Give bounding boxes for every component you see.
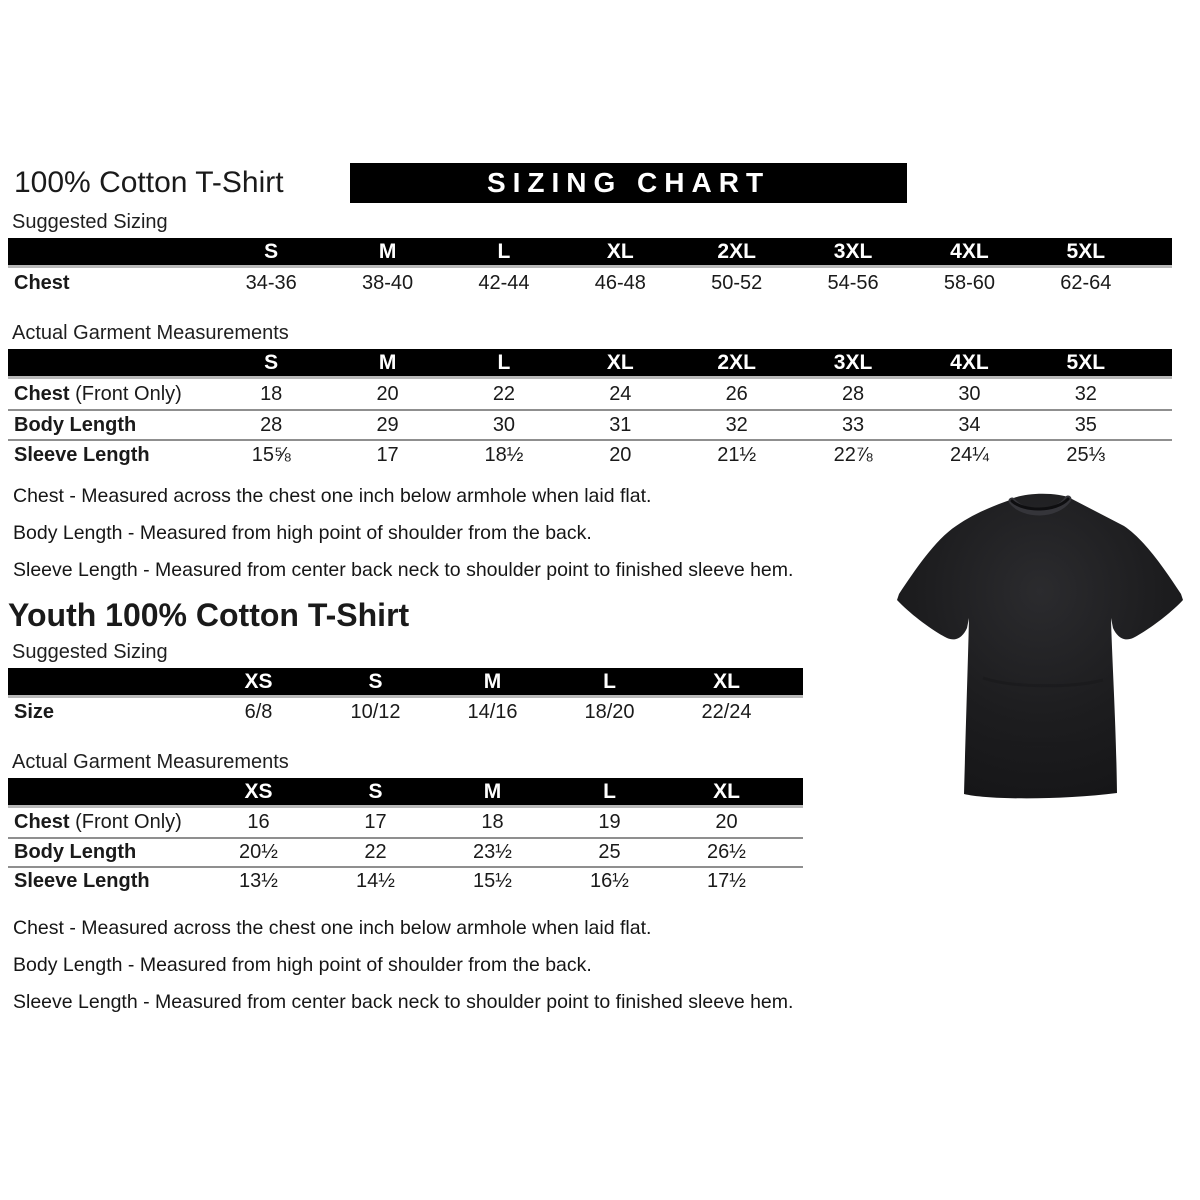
measurement-cell: 32 [725, 413, 748, 436]
adult-suggested-sizing-label: Suggested Sizing [12, 211, 168, 233]
measurement-cell: 13½ [239, 870, 278, 892]
table-row-chest [8, 379, 1172, 409]
table-row-size [8, 698, 803, 727]
row-label [8, 444, 213, 467]
size-column-header: L [603, 779, 616, 803]
size-column-header: 2XL [717, 239, 756, 263]
size-column-header: S [264, 239, 279, 263]
size-column-header: 3XL [833, 350, 873, 374]
measurement-cell: 15½ [473, 870, 512, 892]
size-column-header: XS [244, 779, 273, 803]
tshirt-photo [893, 488, 1187, 804]
size-column-header: XL [713, 669, 740, 693]
measurement-cell: 62-64 [1060, 271, 1112, 294]
size-column-header: L [603, 669, 616, 693]
adult-actual-measurements-label: Actual Garment Measurements [12, 322, 289, 344]
size-column-header: XL [606, 350, 634, 374]
youth-measurement-notes [13, 917, 1192, 1014]
note-text: Chest - Measured across the chest one inch below armhole when laid flat. [13, 917, 652, 939]
youth-actual-header-row [8, 778, 803, 808]
size-column-header: 2XL [717, 350, 756, 374]
adult-actual-header-row [8, 349, 1172, 379]
measurement-cell: 22 [364, 841, 387, 863]
table-row-body-length [8, 409, 1172, 439]
sizing-chart-banner: SIZING CHART [350, 163, 907, 203]
youth-suggested-header-row [8, 668, 803, 698]
youth-suggested-sizing-label: Suggested Sizing [12, 641, 168, 663]
measurement-cell: 17 [376, 443, 399, 466]
measurement-cell: 54-56 [827, 271, 879, 294]
measurement-cell: 18/20 [584, 701, 635, 723]
measurement-cell: 24 [609, 382, 632, 405]
measurement-cell: 32 [1074, 382, 1097, 405]
measurement-cell: 15⅝ [251, 443, 291, 466]
measurement-cell: 34 [958, 413, 981, 436]
measurement-cell: 31 [609, 413, 632, 436]
size-column-header: XS [244, 669, 273, 693]
adult-actual-measurements-table [8, 349, 1172, 469]
measurement-cell: 46-48 [594, 271, 646, 294]
measurement-cell: 14½ [356, 870, 395, 892]
measurement-cell: 17 [364, 811, 387, 833]
row-label-text: Sleeve Length [14, 870, 150, 892]
row-label-text: Chest [14, 382, 70, 405]
table-row-chest [8, 808, 803, 837]
row-label [8, 272, 213, 295]
size-column-header: XL [606, 239, 634, 263]
measurement-cell: 22/24 [701, 701, 752, 723]
size-column-header: M [378, 239, 397, 263]
measurement-cell: 20 [609, 443, 632, 466]
measurement-cell: 26½ [707, 841, 746, 863]
row-label-suffix: (Front Only) [69, 811, 182, 833]
row-label-suffix: (Front Only) [69, 382, 182, 405]
measurement-cell: 33 [841, 413, 865, 436]
row-label-text: Body Length [14, 841, 137, 863]
table-row-sleeve-length [8, 439, 1172, 469]
measurement-cell: 28 [841, 382, 865, 405]
note-text: Sleeve Length - Measured from center back neck to shoulder point to finished sleeve hem. [13, 991, 794, 1013]
size-column-header: 4XL [950, 239, 989, 263]
measurement-cell: 23½ [473, 841, 512, 863]
measurement-cell: 34-36 [245, 271, 297, 294]
row-label-text: Size [14, 701, 55, 723]
header-row [8, 162, 1192, 204]
size-column-header: L [497, 239, 511, 263]
table-row-chest [8, 268, 1172, 298]
measurement-cell: 28 [260, 413, 283, 436]
size-column-header: M [378, 350, 397, 374]
measurement-cell: 20 [376, 382, 399, 405]
adult-suggested-header-row [8, 238, 1172, 268]
measurement-cell: 30 [492, 413, 516, 436]
row-label-text: Body Length [14, 413, 137, 436]
adult-suggested-sizing-table [8, 238, 1172, 298]
row-label-text: Chest [14, 811, 70, 833]
row-label [8, 414, 213, 437]
measurement-cell: 20 [715, 811, 738, 833]
measurement-cell: 26 [725, 382, 748, 405]
size-column-header: S [264, 350, 279, 374]
measurement-cell: 16 [247, 811, 270, 833]
size-column-header: 3XL [833, 239, 873, 263]
size-column-header: M [483, 669, 502, 693]
size-column-header: L [497, 350, 511, 374]
row-label [8, 383, 213, 406]
tshirt-illustration [893, 488, 1187, 804]
measurement-cell: 16½ [590, 870, 629, 892]
youth-actual-measurements-table [8, 778, 803, 895]
youth-suggested-sizing-table [8, 668, 803, 727]
note-text: Sleeve Length - Measured from center back neck to shoulder point to finished sleeve hem. [13, 559, 794, 581]
measurement-cell: 18 [260, 382, 283, 405]
measurement-cell: 38-40 [361, 271, 414, 294]
measurement-cell: 18½ [484, 443, 524, 466]
measurement-cell: 25⅓ [1066, 443, 1106, 466]
youth-actual-measurements-label: Actual Garment Measurements [12, 751, 289, 773]
measurement-cell: 10/12 [350, 701, 401, 723]
size-column-header: S [368, 669, 383, 693]
size-column-header: XL [713, 779, 740, 803]
measurement-cell: 30 [958, 382, 981, 405]
measurement-cell: 24¼ [949, 443, 989, 466]
note-text: Chest - Measured across the chest one inch below armhole when laid flat. [13, 485, 652, 507]
measurement-cell: 21½ [717, 443, 757, 466]
measurement-cell: 58-60 [943, 271, 996, 294]
measurement-cell: 42-44 [478, 271, 530, 294]
row-label [8, 811, 200, 834]
measurement-cell: 22 [492, 382, 516, 405]
measurement-cell: 25 [598, 841, 621, 863]
size-column-header: S [368, 779, 383, 803]
table-row-body-length [8, 837, 803, 866]
row-label [8, 701, 200, 724]
note-text: Body Length - Measured from high point of shoulder from the back. [13, 522, 592, 544]
row-label-text: Sleeve Length [14, 443, 150, 466]
row-label [8, 870, 200, 893]
measurement-cell: 20½ [239, 841, 278, 863]
size-column-header: 4XL [950, 350, 989, 374]
note-text: Body Length - Measured from high point of shoulder from the back. [13, 954, 592, 976]
measurement-cell: 17½ [707, 870, 746, 892]
measurement-cell: 35 [1074, 413, 1097, 436]
size-column-header: 5XL [1066, 350, 1106, 374]
size-column-header: 5XL [1066, 239, 1106, 263]
row-label [8, 841, 200, 864]
table-row-sleeve-length [8, 866, 803, 895]
measurement-cell: 50-52 [711, 271, 763, 294]
measurement-cell: 18 [481, 811, 504, 833]
measurement-cell: 22⅞ [833, 443, 873, 466]
youth-section-title: Youth 100% Cotton T-Shirt [8, 597, 410, 633]
row-label-text: Chest [14, 271, 70, 294]
measurement-cell: 14/16 [467, 701, 518, 723]
measurement-cell: 29 [376, 413, 399, 436]
measurement-cell: 19 [598, 811, 621, 833]
measurement-cell: 6/8 [244, 701, 273, 723]
size-column-header: M [483, 779, 502, 803]
page-title: 100% Cotton T-Shirt [14, 166, 284, 199]
